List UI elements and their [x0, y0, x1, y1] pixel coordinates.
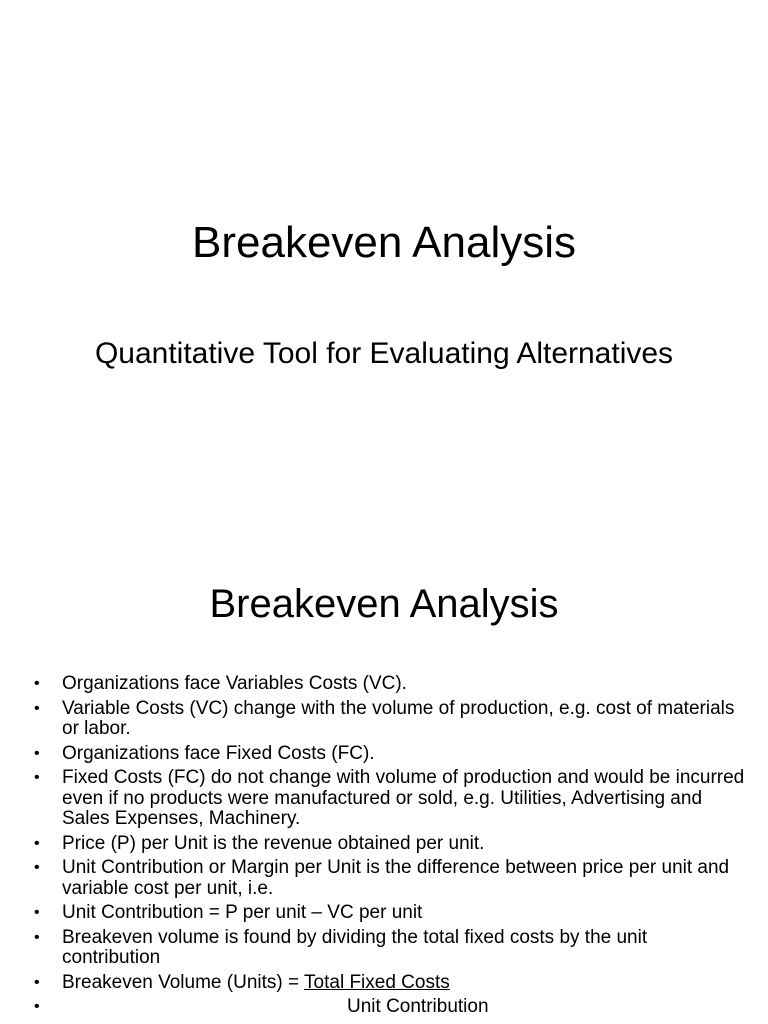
- bullet-icon: •: [34, 675, 40, 692]
- bullet-icon: •: [34, 769, 40, 786]
- slide2-title: Breakeven Analysis: [209, 582, 559, 626]
- list-item: [34, 834, 749, 855]
- bullet-icon: •: [34, 928, 40, 946]
- list-item: [34, 903, 749, 924]
- bullet-text: Unit Contribution or Margin per Unit is the difference between price per unit and variable cost per unit, i.e.: [62, 857, 730, 899]
- list-item: [34, 744, 749, 765]
- bullet-text: Breakeven volume is found by dividing the total fixed costs by the unit contribution: [62, 926, 648, 968]
- bullet-icon: •: [34, 744, 40, 762]
- bullet-icon: •: [34, 998, 40, 1015]
- slide1-subtitle: Quantitative Tool for Evaluating Alternatives: [94, 337, 674, 370]
- formula-numerator: Total Fixed Costs: [304, 971, 450, 993]
- bullet-text: Organizations face Variables Costs (VC).: [62, 673, 407, 694]
- slide1-title: Breakeven Analysis: [192, 218, 576, 267]
- bullet-icon: •: [34, 859, 40, 876]
- list-item: [34, 768, 749, 830]
- list-item: [34, 699, 749, 740]
- list-item: [34, 674, 749, 695]
- bullet-text: Variable Costs (VC) change with the volume of production, e.g. cost of materials or labor.: [62, 697, 735, 739]
- formula-denominator-item: [34, 997, 749, 1018]
- bullet-icon: •: [34, 834, 40, 852]
- bullet-icon: •: [34, 904, 40, 921]
- bullet-text: Price (P) per Unit is the revenue obtained per unit.: [62, 832, 485, 854]
- formula-denominator: Unit Contribution: [347, 996, 489, 1017]
- bullet-icon: •: [34, 699, 40, 717]
- list-item: [34, 858, 749, 899]
- bullet-list: [34, 674, 749, 1022]
- bullet-text: Unit Contribution = P per unit – VC per unit: [62, 902, 423, 923]
- bullet-icon: •: [34, 973, 40, 991]
- formula-item: [34, 973, 749, 994]
- bullet-text: Organizations face Fixed Costs (FC).: [62, 742, 375, 764]
- list-item: [34, 928, 749, 969]
- formula-lhs: Breakeven Volume (Units) =: [62, 971, 305, 993]
- bullet-text: Fixed Costs (FC) do not change with volume of production and would be incurred even if no products were manufactured or sold, e.g. Utilities, Advertising and Sales Expenses, Machinery.: [62, 767, 745, 829]
